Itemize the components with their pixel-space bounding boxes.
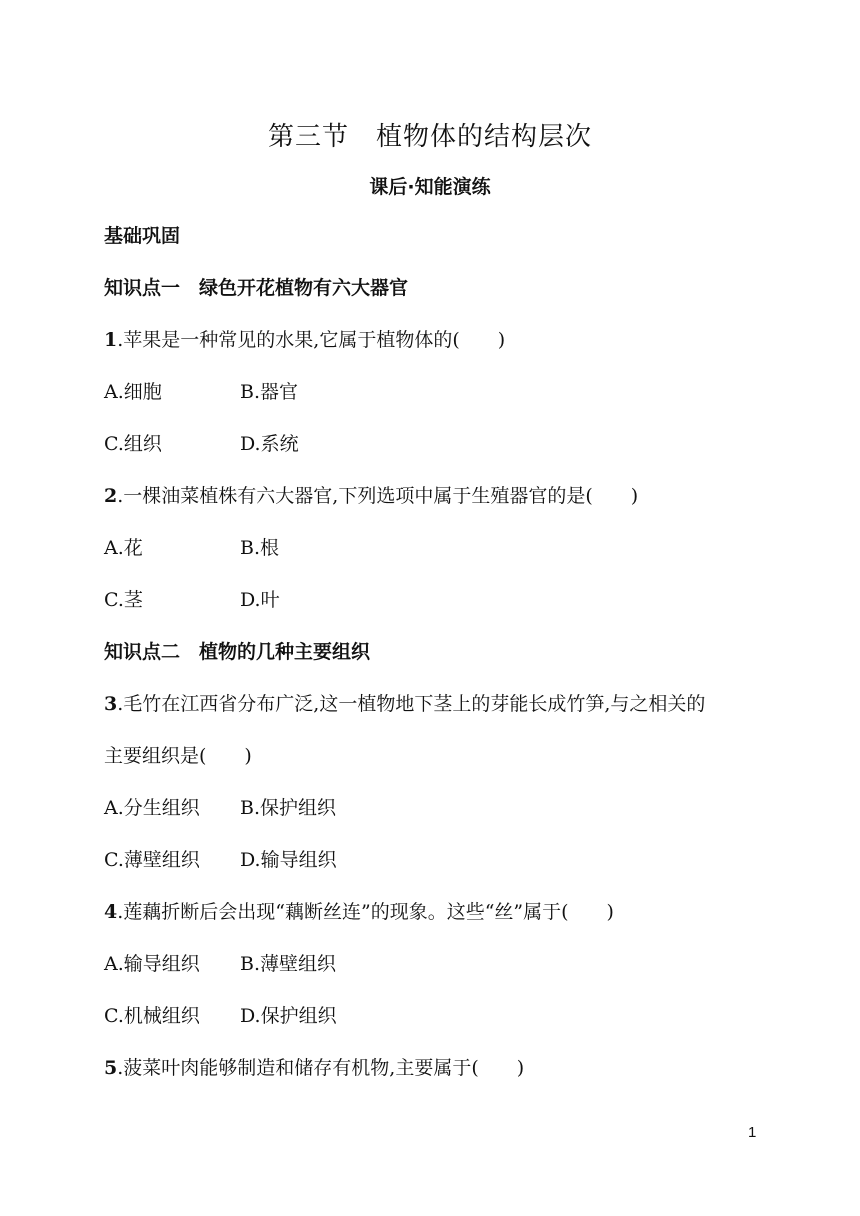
option-b: B.器官: [240, 381, 299, 403]
question-1: [104, 327, 505, 353]
option-d: D.叶: [240, 589, 280, 611]
question-number: 5: [104, 1057, 118, 1079]
q4-options-row-2: [104, 1003, 337, 1029]
knowledge-point-1: 知识点一 绿色开花植物有六大器官: [104, 277, 409, 299]
page-number: 1: [748, 1124, 757, 1141]
question-number: 4: [104, 901, 118, 923]
question-2: [104, 483, 638, 509]
option-a: A.细胞: [104, 381, 162, 403]
question-text: .莲藕折断后会出现“藕断丝连”的现象。这些“丝”属于( ): [117, 901, 614, 923]
question-text: .毛竹在江西省分布广泛,这一植物地下茎上的芽能长成竹笋,与之相关的: [117, 693, 706, 715]
q3-options-row-2: [104, 847, 337, 873]
question-number: 2: [104, 485, 118, 507]
q2-options-row-2: [104, 587, 280, 613]
option-d: D.保护组织: [240, 1005, 337, 1027]
question-4: [104, 899, 614, 925]
question-text: .苹果是一种常见的水果,它属于植物体的( ): [117, 329, 506, 351]
q2-options-row-1: [104, 535, 280, 561]
question-number: 1: [104, 329, 118, 351]
option-b: B.根: [240, 537, 280, 559]
q1-options-row-1: [104, 379, 299, 405]
option-a: A.花: [104, 537, 143, 559]
question-5: [104, 1055, 524, 1081]
question-number: 3: [104, 693, 118, 715]
page-subtitle: 课后·知能演练: [369, 176, 491, 198]
section-heading-basic: 基础巩固: [104, 225, 181, 247]
option-c: C.组织: [104, 433, 162, 455]
question-text: .菠菜叶肉能够制造和储存有机物,主要属于( ): [117, 1057, 525, 1079]
page-title: 第三节 植物体的结构层次: [267, 122, 592, 152]
knowledge-point-2: 知识点二 植物的几种主要组织: [104, 641, 371, 663]
option-b: B.薄壁组织: [240, 953, 337, 975]
option-c: C.机械组织: [104, 1005, 200, 1027]
q4-options-row-1: [104, 951, 337, 977]
option-c: C.薄壁组织: [104, 849, 200, 871]
q1-options-row-2: [104, 431, 299, 457]
question-text: .一棵油菜植株有六大器官,下列选项中属于生殖器官的是( ): [117, 485, 639, 507]
q3-options-row-1: [104, 795, 337, 821]
option-a: A.分生组织: [104, 797, 200, 819]
option-d: D.输导组织: [240, 849, 337, 871]
option-c: C.茎: [104, 589, 143, 611]
option-a: A.输导组织: [104, 953, 200, 975]
question-3: [104, 691, 705, 717]
option-d: D.系统: [240, 433, 299, 455]
question-3-continued: 主要组织是( ): [104, 745, 252, 767]
option-b: B.保护组织: [240, 797, 337, 819]
